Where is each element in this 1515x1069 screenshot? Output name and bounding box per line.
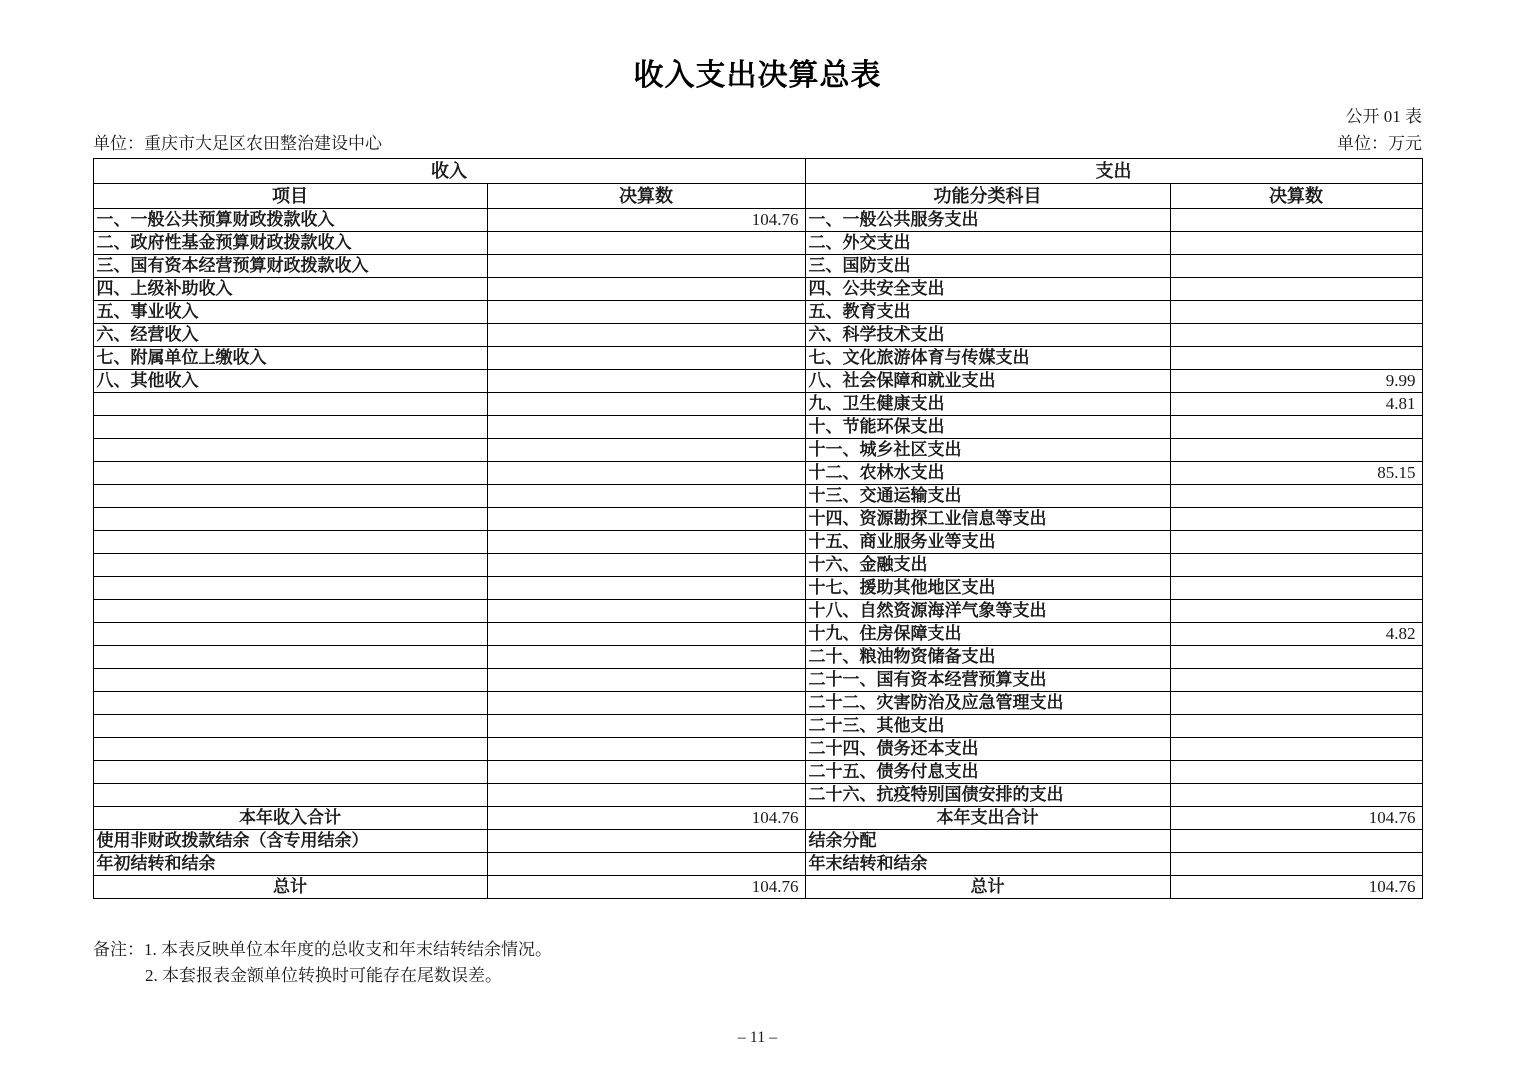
income-value-cell [487, 646, 805, 669]
income-item-cell: 本年收入合计 [93, 807, 487, 830]
expense-item-cell: 二十四、债务还本支出 [805, 738, 1170, 761]
income-item-column-header: 项目 [93, 184, 487, 209]
table-row [93, 324, 1422, 347]
summary-row [93, 853, 1422, 876]
expense-item-cell: 十一、城乡社区支出 [805, 439, 1170, 462]
income-item-cell: 六、经营收入 [93, 324, 487, 347]
income-item-cell [93, 508, 487, 531]
expense-item-cell: 二十、粮油物资储备支出 [805, 646, 1170, 669]
expense-value-cell [1170, 255, 1422, 278]
income-item-cell: 二、政府性基金预算财政拨款收入 [93, 232, 487, 255]
table-row [93, 531, 1422, 554]
unit-measure-label: 单位：万元 [1337, 134, 1422, 153]
income-item-cell [93, 485, 487, 508]
income-item-cell [93, 577, 487, 600]
expense-value-column-header: 决算数 [1170, 184, 1422, 209]
income-item-cell [93, 554, 487, 577]
income-item-cell [93, 439, 487, 462]
summary-row [93, 876, 1422, 899]
expense-value-cell [1170, 416, 1422, 439]
expense-item-cell: 八、社会保障和就业支出 [805, 370, 1170, 393]
table-row [93, 669, 1422, 692]
expense-item-cell: 本年支出合计 [805, 807, 1170, 830]
expense-value-cell [1170, 761, 1422, 784]
income-item-cell: 三、国有资本经营预算财政拨款收入 [93, 255, 487, 278]
expense-item-cell: 二十六、抗疫特别国债安排的支出 [805, 784, 1170, 807]
expense-item-cell: 九、卫生健康支出 [805, 393, 1170, 416]
income-item-cell [93, 784, 487, 807]
table-code-label: 公开 01 表 [1345, 107, 1422, 126]
income-value-cell [487, 761, 805, 784]
unit-name-label: 单位：重庆市大足区农田整治建设中心 [93, 134, 382, 153]
income-item-cell: 八、其他收入 [93, 370, 487, 393]
page-title: 收入支出决算总表 [633, 59, 882, 92]
income-item-cell [93, 600, 487, 623]
income-value-cell [487, 232, 805, 255]
income-item-cell: 一、一般公共预算财政拨款收入 [93, 209, 487, 232]
table-row [93, 554, 1422, 577]
expense-value-cell: 4.81 [1170, 393, 1422, 416]
table-row [93, 646, 1422, 669]
expense-value-cell [1170, 209, 1422, 232]
table-row [93, 623, 1422, 646]
income-item-cell: 五、事业收入 [93, 301, 487, 324]
table-row [93, 738, 1422, 761]
expense-item-cell: 二十三、其他支出 [805, 715, 1170, 738]
income-item-cell [93, 462, 487, 485]
expense-item-cell: 二、外交支出 [805, 232, 1170, 255]
income-value-cell: 104.76 [487, 807, 805, 830]
expense-item-cell: 十二、农林水支出 [805, 462, 1170, 485]
income-value-cell [487, 715, 805, 738]
expense-item-cell: 二十二、灾害防治及应急管理支出 [805, 692, 1170, 715]
income-value-cell [487, 301, 805, 324]
income-item-cell [93, 393, 487, 416]
expense-item-cell: 结余分配 [805, 830, 1170, 853]
expense-item-cell: 十七、援助其他地区支出 [805, 577, 1170, 600]
expense-value-cell [1170, 600, 1422, 623]
income-item-cell: 四、上级补助收入 [93, 278, 487, 301]
column-header-row [93, 184, 1422, 209]
income-value-cell: 104.76 [487, 209, 805, 232]
expense-value-cell [1170, 508, 1422, 531]
note-line-1: 备注：1. 本表反映单位本年度的总收支和年末结转结余情况。 [93, 940, 552, 959]
table-row [93, 416, 1422, 439]
income-item-cell [93, 646, 487, 669]
expense-item-cell: 六、科学技术支出 [805, 324, 1170, 347]
income-value-cell [487, 577, 805, 600]
expense-value-cell: 85.15 [1170, 462, 1422, 485]
table-row [93, 370, 1422, 393]
section-header-row [93, 159, 1422, 184]
expense-value-cell: 104.76 [1170, 876, 1422, 899]
table-row [93, 761, 1422, 784]
meta-row [93, 129, 1422, 154]
expense-value-cell [1170, 531, 1422, 554]
table-row [93, 301, 1422, 324]
expense-section-header: 支出 [805, 159, 1422, 184]
table-row [93, 393, 1422, 416]
expense-value-cell: 4.82 [1170, 623, 1422, 646]
income-value-cell [487, 508, 805, 531]
expense-value-cell [1170, 646, 1422, 669]
expense-item-cell: 十四、资源勘探工业信息等支出 [805, 508, 1170, 531]
expense-item-cell: 三、国防支出 [805, 255, 1170, 278]
income-item-cell [93, 761, 487, 784]
table-row [93, 209, 1422, 232]
income-value-cell [487, 416, 805, 439]
table-row [93, 715, 1422, 738]
expense-value-cell: 104.76 [1170, 807, 1422, 830]
table-row [93, 577, 1422, 600]
expense-item-cell: 十三、交通运输支出 [805, 485, 1170, 508]
income-value-cell [487, 623, 805, 646]
expense-item-cell: 十九、住房保障支出 [805, 623, 1170, 646]
income-value-cell [487, 255, 805, 278]
expense-item-cell: 十六、金融支出 [805, 554, 1170, 577]
income-value-column-header: 决算数 [487, 184, 805, 209]
income-value-cell [487, 324, 805, 347]
expense-value-cell [1170, 301, 1422, 324]
expense-value-cell [1170, 347, 1422, 370]
expense-item-cell: 四、公共安全支出 [805, 278, 1170, 301]
summary-row [93, 830, 1422, 853]
income-item-cell: 总计 [93, 876, 487, 899]
page-number: – 11 – [737, 1029, 778, 1046]
income-value-cell [487, 738, 805, 761]
income-section-header: 收入 [93, 159, 805, 184]
expense-item-cell: 五、教育支出 [805, 301, 1170, 324]
table-row [93, 485, 1422, 508]
expense-item-cell: 二十五、债务付息支出 [805, 761, 1170, 784]
table-row [93, 692, 1422, 715]
expense-item-cell: 十五、商业服务业等支出 [805, 531, 1170, 554]
table-row [93, 784, 1422, 807]
budget-summary-table [93, 158, 1423, 899]
expense-value-cell [1170, 692, 1422, 715]
table-row [93, 255, 1422, 278]
income-item-cell [93, 715, 487, 738]
table-row [93, 508, 1422, 531]
income-value-cell [487, 784, 805, 807]
notes-block [93, 937, 1422, 990]
expense-value-cell [1170, 232, 1422, 255]
income-value-cell [487, 462, 805, 485]
expense-item-cell: 二十一、国有资本经营预算支出 [805, 669, 1170, 692]
table-row [93, 278, 1422, 301]
income-item-cell [93, 692, 487, 715]
income-item-cell: 七、附属单位上缴收入 [93, 347, 487, 370]
income-item-cell: 使用非财政拨款结余（含专用结余） [93, 830, 487, 853]
income-value-cell [487, 600, 805, 623]
expense-item-cell: 总计 [805, 876, 1170, 899]
income-value-cell [487, 393, 805, 416]
expense-value-cell [1170, 738, 1422, 761]
expense-item-column-header: 功能分类科目 [805, 184, 1170, 209]
income-value-cell [487, 531, 805, 554]
expense-value-cell: 9.99 [1170, 370, 1422, 393]
income-item-cell [93, 416, 487, 439]
expense-item-cell: 年末结转和结余 [805, 853, 1170, 876]
summary-row [93, 807, 1422, 830]
table-row [93, 600, 1422, 623]
income-value-cell [487, 853, 805, 876]
expense-value-cell [1170, 669, 1422, 692]
expense-value-cell [1170, 577, 1422, 600]
income-value-cell [487, 347, 805, 370]
expense-item-cell: 十八、自然资源海洋气象等支出 [805, 600, 1170, 623]
income-item-cell [93, 531, 487, 554]
income-value-cell [487, 554, 805, 577]
note-line-2: 2. 本套报表金额单位转换时可能存在尾数误差。 [145, 966, 502, 986]
income-value-cell [487, 485, 805, 508]
income-value-cell [487, 439, 805, 462]
income-value-cell [487, 370, 805, 393]
expense-value-cell [1170, 324, 1422, 347]
expense-value-cell [1170, 554, 1422, 577]
table-row [93, 462, 1422, 485]
income-value-cell [487, 830, 805, 853]
income-item-cell [93, 738, 487, 761]
income-value-cell [487, 692, 805, 715]
income-value-cell [487, 278, 805, 301]
table-row [93, 439, 1422, 462]
expense-item-cell: 七、文化旅游体育与传媒支出 [805, 347, 1170, 370]
expense-value-cell [1170, 830, 1422, 853]
income-value-cell: 104.76 [487, 876, 805, 899]
expense-value-cell [1170, 784, 1422, 807]
income-item-cell [93, 623, 487, 646]
expense-value-cell [1170, 485, 1422, 508]
expense-value-cell [1170, 278, 1422, 301]
table-row [93, 347, 1422, 370]
income-item-cell: 年初结转和结余 [93, 853, 487, 876]
expense-value-cell [1170, 853, 1422, 876]
expense-item-cell: 十、节能环保支出 [805, 416, 1170, 439]
expense-value-cell [1170, 715, 1422, 738]
expense-item-cell: 一、一般公共服务支出 [805, 209, 1170, 232]
income-value-cell [487, 669, 805, 692]
table-row [93, 232, 1422, 255]
income-item-cell [93, 669, 487, 692]
expense-value-cell [1170, 439, 1422, 462]
